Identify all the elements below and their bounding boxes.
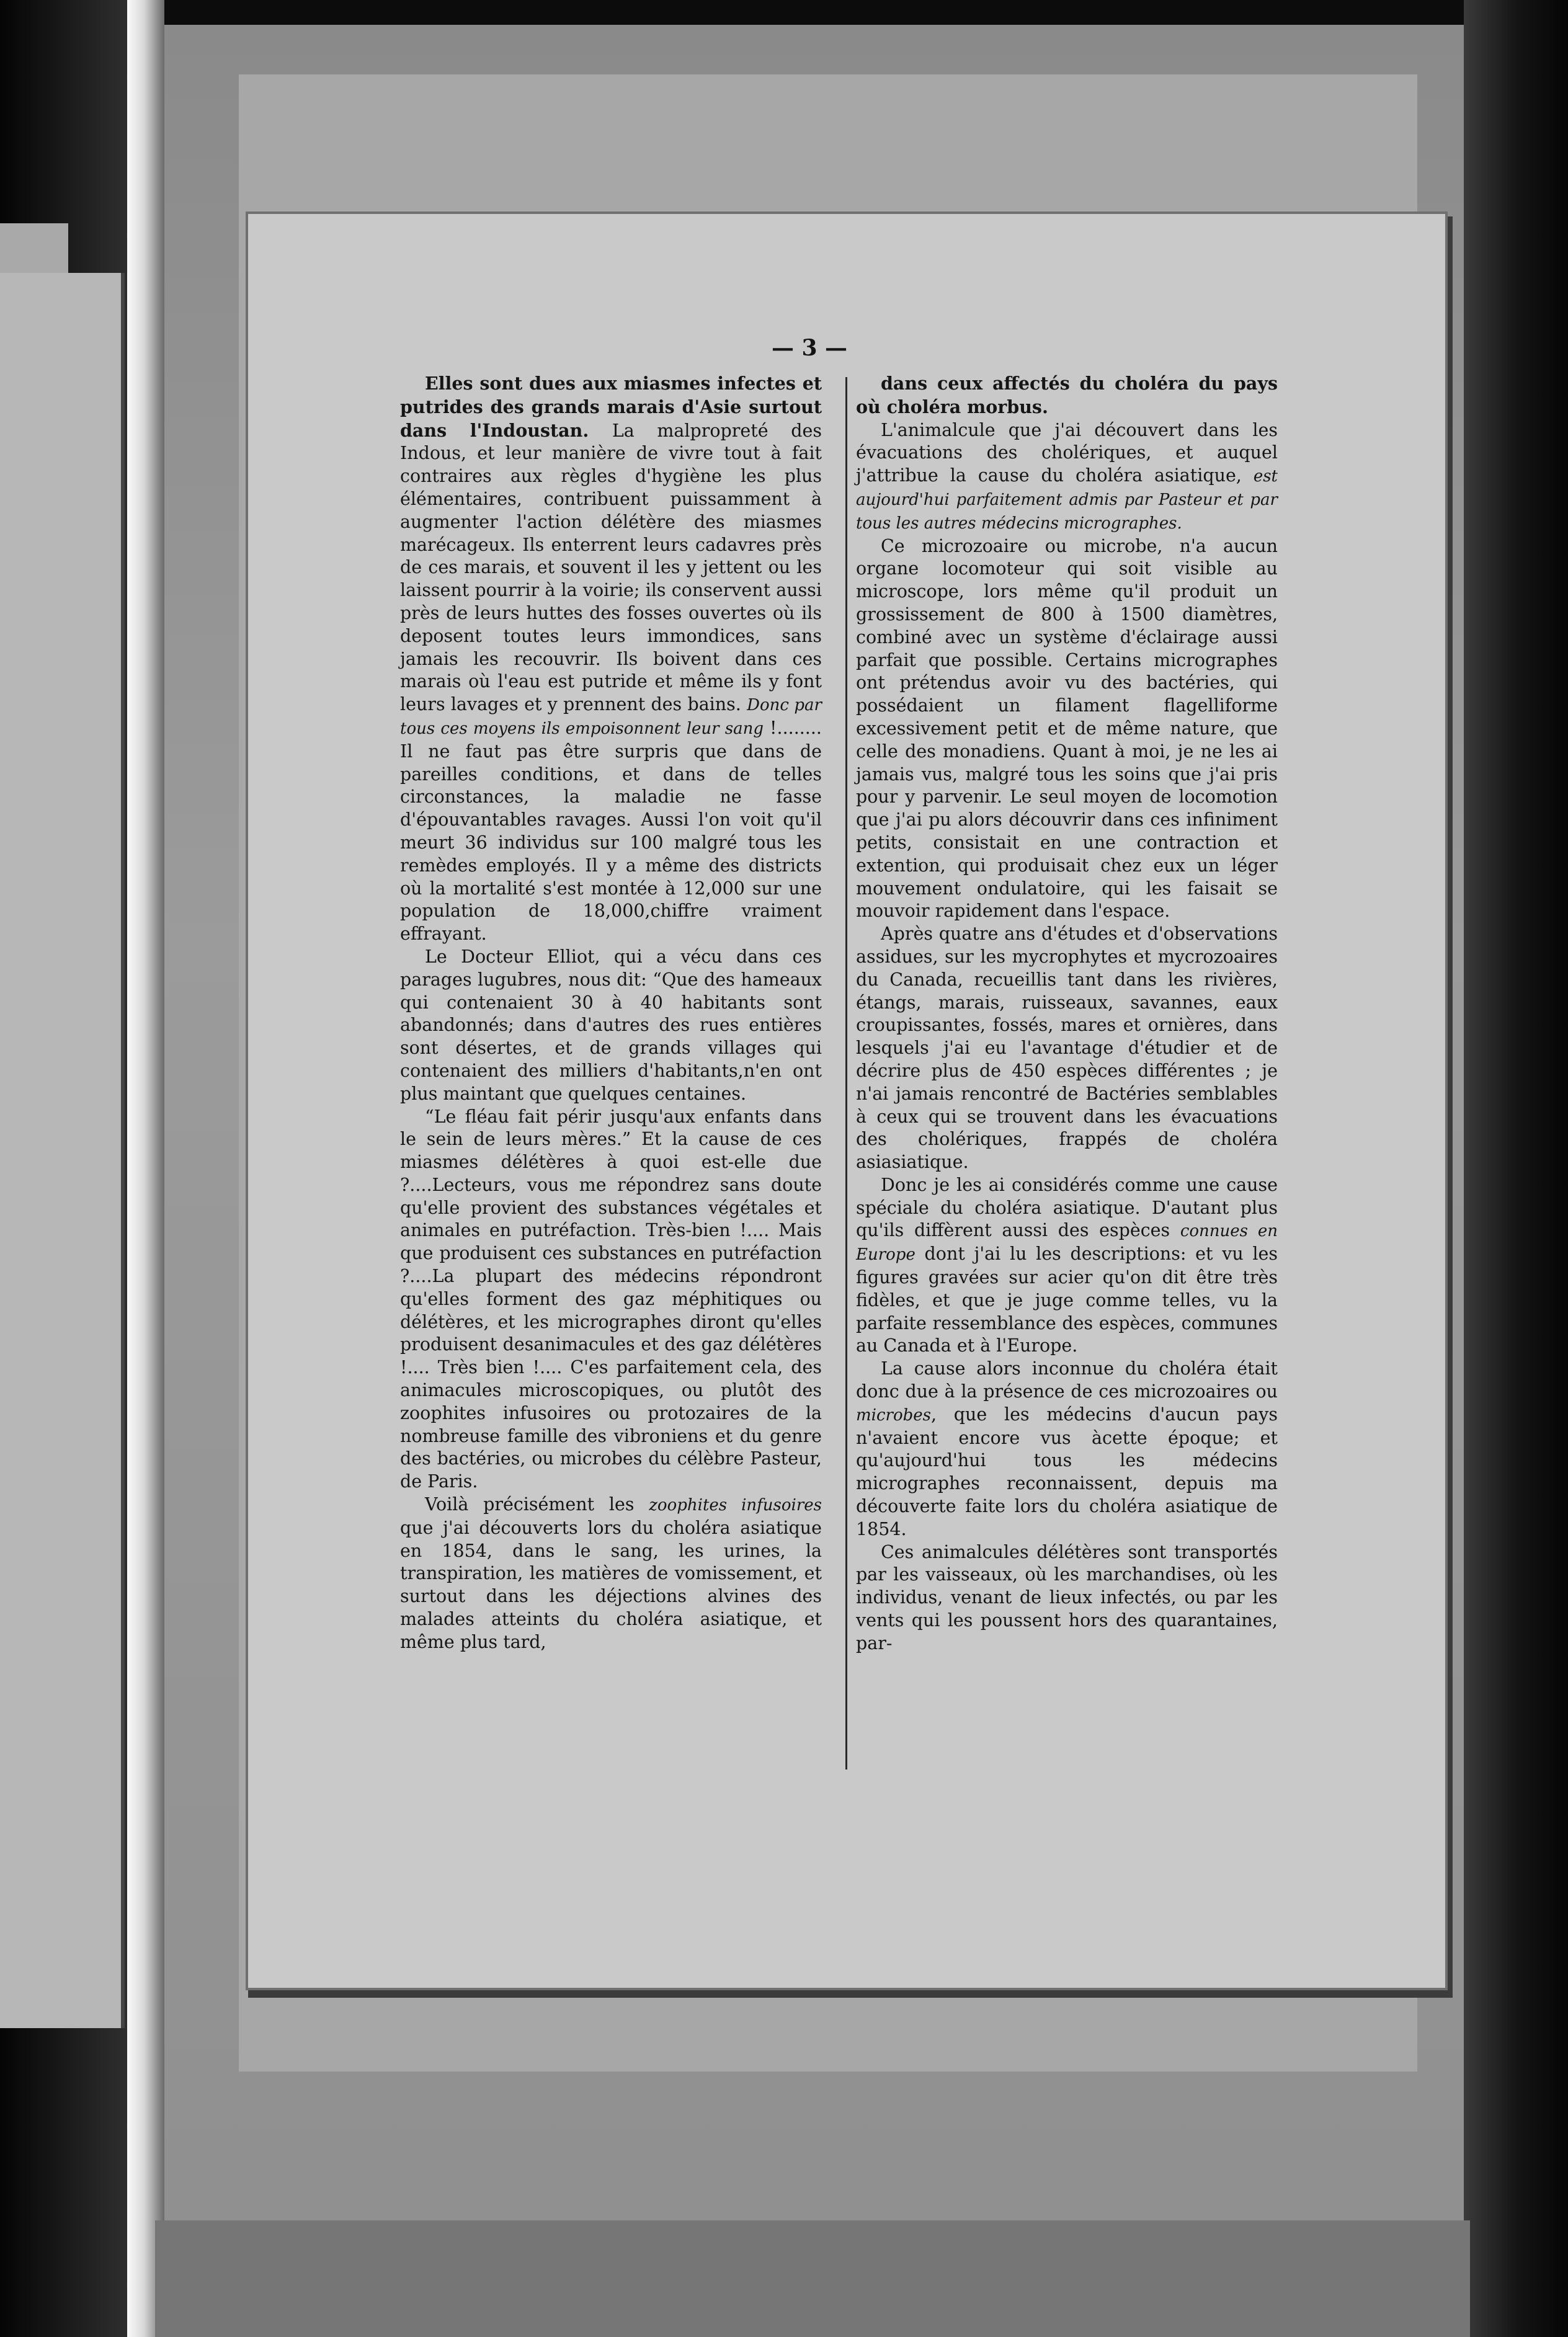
body-text: L'animalcule que j'ai découvert dans les évacuations des cholériques, et auquel j'attribue la cause du choléra asiatique, — [856, 419, 1278, 486]
italic-text: zoophites infusoires — [649, 1496, 822, 1515]
body-text: Ces animalcules délétères sont transportés par les vaisseaux, où les marchandises, où les individus, venant de lieux infectés, ou par les vents qui les poussent hors des quarantaines, par- — [856, 1541, 1278, 1654]
paragraph — [856, 372, 1278, 419]
left-text-column — [400, 372, 822, 1654]
paragraph — [856, 419, 1278, 535]
body-text: La malpropreté des Indous, et leur manière de vivre tout à fait contraires aux règles d'hygiène les plus élémentaires, contribuent puissamment à augmenter l'action délétère des miasmes marécageux. Ils enterrent leurs cadavres près de ces marais, et souvent il les y jettent ou les laissent pourrir à la voirie; ils conservent aussi près de leurs huttes des fosses ouvertes où ils deposent toutes leurs immondices, sans jamais les recouvrir. Ils boivent dans ces marais où l'eau est putride et même ils y font leurs lavages et y prennent des bains. — [400, 420, 822, 715]
right-margin-strip — [1464, 0, 1568, 2337]
adjacent-page — [0, 273, 125, 2028]
italic-text: est aujourd'hui parfaitement admis par Pasteur et par tous les autres médecins micrographes. — [856, 467, 1278, 533]
paragraph — [400, 372, 822, 946]
binding-spine — [127, 0, 164, 2337]
body-text: Voilà précisément les — [425, 1494, 649, 1515]
italic-text: Donc par tous ces moyens ils empoisonnent leur sang — [400, 696, 822, 738]
italic-text: microbes — [856, 1405, 931, 1425]
paragraph — [856, 1541, 1278, 1655]
body-text: Le Docteur Elliot, qui a vécu dans ces parages lugubres, nous dit: “Que des hameaux qui contenaient 30 à 40 habitants sont abandonnés; dans d'autres des rues entières sont désertes, et de grands villages qui contenaient des milliers d'habitants,n'en ont plus maintant que quelques centaines. — [400, 946, 822, 1104]
paragraph — [400, 1493, 822, 1654]
bold-text: Elles sont dues aux miasmes infectes et putrides des grands marais d'Asie surtout dans l'Indoustan. — [400, 373, 822, 441]
paragraph — [400, 946, 822, 1106]
paragraph — [400, 1106, 822, 1494]
paragraph — [856, 535, 1278, 924]
italic-text: connues en Europe — [856, 1222, 1278, 1265]
body-text: dont j'ai lu les descriptions: et vu les figures gravées sur acier qu'on dit être très fidèles, et que je juge comme telles, vu la parfaite ressemblance des espèces, communes au Canada et à l'Europe. — [856, 1244, 1278, 1356]
body-text: , que les médecins d'aucun pays n'avaient encore vus àcette époque; et qu'aujourd'hui tous les médecins micrographes reconnaissent, depuis ma découverte faite lors du choléra asiatique de 1854. — [856, 1404, 1278, 1539]
right-text-column — [856, 372, 1278, 1655]
paragraph — [856, 1174, 1278, 1358]
body-text: Donc je les ai considérés comme une cause spéciale du choléra asiatique. D'autant plus qu'ils diffèrent aussi des espèces — [856, 1174, 1278, 1241]
body-text: que j'ai découverts lors du choléra asiatique en 1854, dans le sang, les urines, la transpiration, les matières de vomissement, et surtout dans les déjections alvines des malades atteints du choléra asiatique, et même plus tard, — [400, 1517, 822, 1652]
paragraph — [856, 923, 1278, 1174]
body-text: !........ Il ne faut pas être surpris que dans de pareilles conditions, et dans de telles circonstances, la maladie ne fasse d'épouvantables ravages. Aussi l'on voit qu'il meurt 36 individus sur 100 malgré tous les remèdes employés. Il y a même des districts où la mortalité s'est montée à 12,000 sur une population de 18,000,chiffre vraiment effrayant. — [400, 717, 822, 945]
page-number: — 3 — — [771, 335, 848, 361]
bottom-band — [155, 2220, 1470, 2337]
bold-text: dans ceux affectés du choléra du pays où choléra morbus. — [856, 373, 1278, 417]
body-text: Après quatre ans d'études et d'observations assidues, sur les mycrophytes et mycrozoaires du Canada, recueillis tant dans les rivières, étangs, marais, ruisseaux, savannes, eaux croupissantes, fossés, mares et ornières, dans lesquels j'ai eu l'avantage d'étudier et de décrire plus de 450 espèces différentes ; je n'ai jamais rencontré de Bactéries semblables à ceux qui se trouvent dans les évacuations des cholériques, frappés de choléra asiasiatique. — [856, 924, 1278, 1173]
column-divider — [845, 377, 847, 1769]
body-text: La cause alors inconnue du choléra était donc due à la présence de ces microzoaires ou — [856, 1358, 1278, 1402]
body-text: “Le fléau fait périr jusqu'aux enfants dans le sein de leurs mères.” Et la cause de ces miasmes délétères à quoi est-elle due ?....Lecteurs, vous me répondrez sans doute qu'elle provient des substances végétales et animales en putréfaction. Très-bien !.... Mais que produisent ces substances en putréfaction ?....La plupart des médecins répondront qu'elles forment des gaz méphitiques ou délétères, et les micrographes diront qu'elles produisent desanimacules et des gaz délétères !.... Très bien !.... C'es parfaitement cela, des animacules microscopiques, ou plutôt des zoophites infusoires ou protozaires de la nombreuse famille des vibroniens et du genre des bactéries, ou microbes du célèbre Pasteur, de Paris. — [400, 1106, 822, 1492]
paragraph — [856, 1358, 1278, 1541]
body-text: Ce microzoaire ou microbe, n'a aucun organe locomoteur qui soit visible au microscope, lors même qu'il produit un grossissement de 800 à 1500 diamètres, combiné avec un système d'éclairage aussi parfait que possible. Certains micrographes ont prétendus avoir vu des bactéries, qui possédaient un filament flagelliforme excessivement petit et de même nature, que celle des monadiens. Quant à moi, je ne les ai jamais vus, malgré tous les soins que j'ai pris pour y parvenir. Le seul moyen de locomotion que j'ai pu alors découvrir dans ces infiniment petits, consistait en une contraction et extention, qui produisait chez eux un léger mouvement ondulatoire, qui les faisait se mouvoir rapidement dans l'espace. — [856, 535, 1278, 922]
